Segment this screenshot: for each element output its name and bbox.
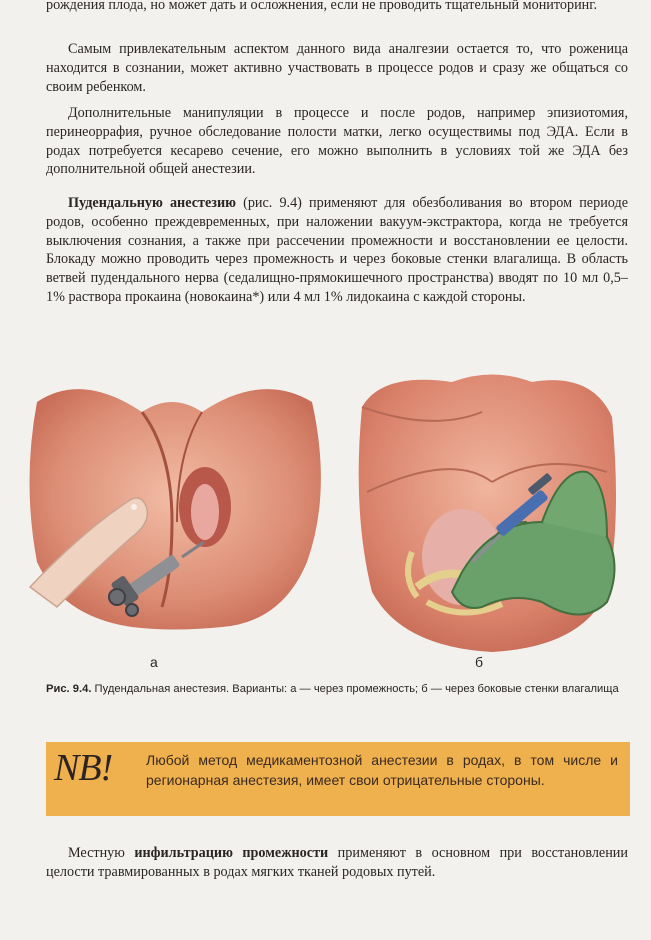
term-pudendal: Пудендальную анестезию (68, 195, 236, 211)
illustration-b (359, 375, 616, 653)
paragraph-continuation: рождения плода, но может дать и осложнения, если не проводить тщательный мониторинг. (46, 0, 598, 13)
paragraph-infiltration (46, 844, 628, 882)
figure-9-4 (22, 372, 632, 672)
infiltration-text: применяют в основном при восстановлении целости травмированных в родах мягких тканей родовых путей. (46, 845, 628, 880)
nb-callout (46, 742, 630, 816)
caption-number: Рис. 9.4. (46, 683, 92, 695)
illustration-a (30, 389, 321, 629)
infiltration-pre: Местную (68, 845, 135, 861)
paragraph-pudendal (46, 194, 628, 307)
figure-caption (46, 682, 626, 697)
nb-text: Любой метод медикаментозной анестезии в родах, в том числе и регионарная анестезия, имеет свои отрицательные стороны. (146, 752, 618, 788)
term-infiltration: инфильтрацию промежности (134, 845, 329, 861)
paragraph-manipulations: Дополнительные манипуляции в процессе и после родов, например эпизиотомия, перинеоррафия, ручное обследование полости матки, легко осуществимы под ЭДА. Если в родах потребуется кесарево сечение, его можно выполнить в условиях той же ЭДА без дополнительной общей анестезии. (46, 105, 628, 178)
caption-text: Пудендальная анестезия. Варианты: а — через промежность; б — через боковые стенки влагалища (91, 683, 619, 695)
figure-label-a: а (150, 654, 158, 670)
paragraph-aspect: Самым привлекательным аспектом данного вида аналгезии остается то, что роженица находится в сознании, может активно участвовать в процессе родов и сразу же общаться со своим ребенком. (46, 41, 628, 95)
pudendal-text: (рис. 9.4) применяют для обезболивания во втором периоде родов, особенно преждевременных, при наложении вакуум-экстрактора, когда не требуется выключения сознания, а также при рассечении промежности и восстановлении ее целости. Блокаду можно проводить через промежность и через боковые стенки влагалища. В область ветвей пудендального нерва (седалищно-прямокишечного пространства) вводят по 10 мл 0,5–1% раствора прокаина (новокаина*) или 4 мл 1% лидокаина с каждой стороны. (46, 195, 628, 305)
figure-label-b: б (475, 654, 484, 670)
figure-illustration (22, 372, 632, 672)
nb-mark: NB! (54, 747, 113, 789)
